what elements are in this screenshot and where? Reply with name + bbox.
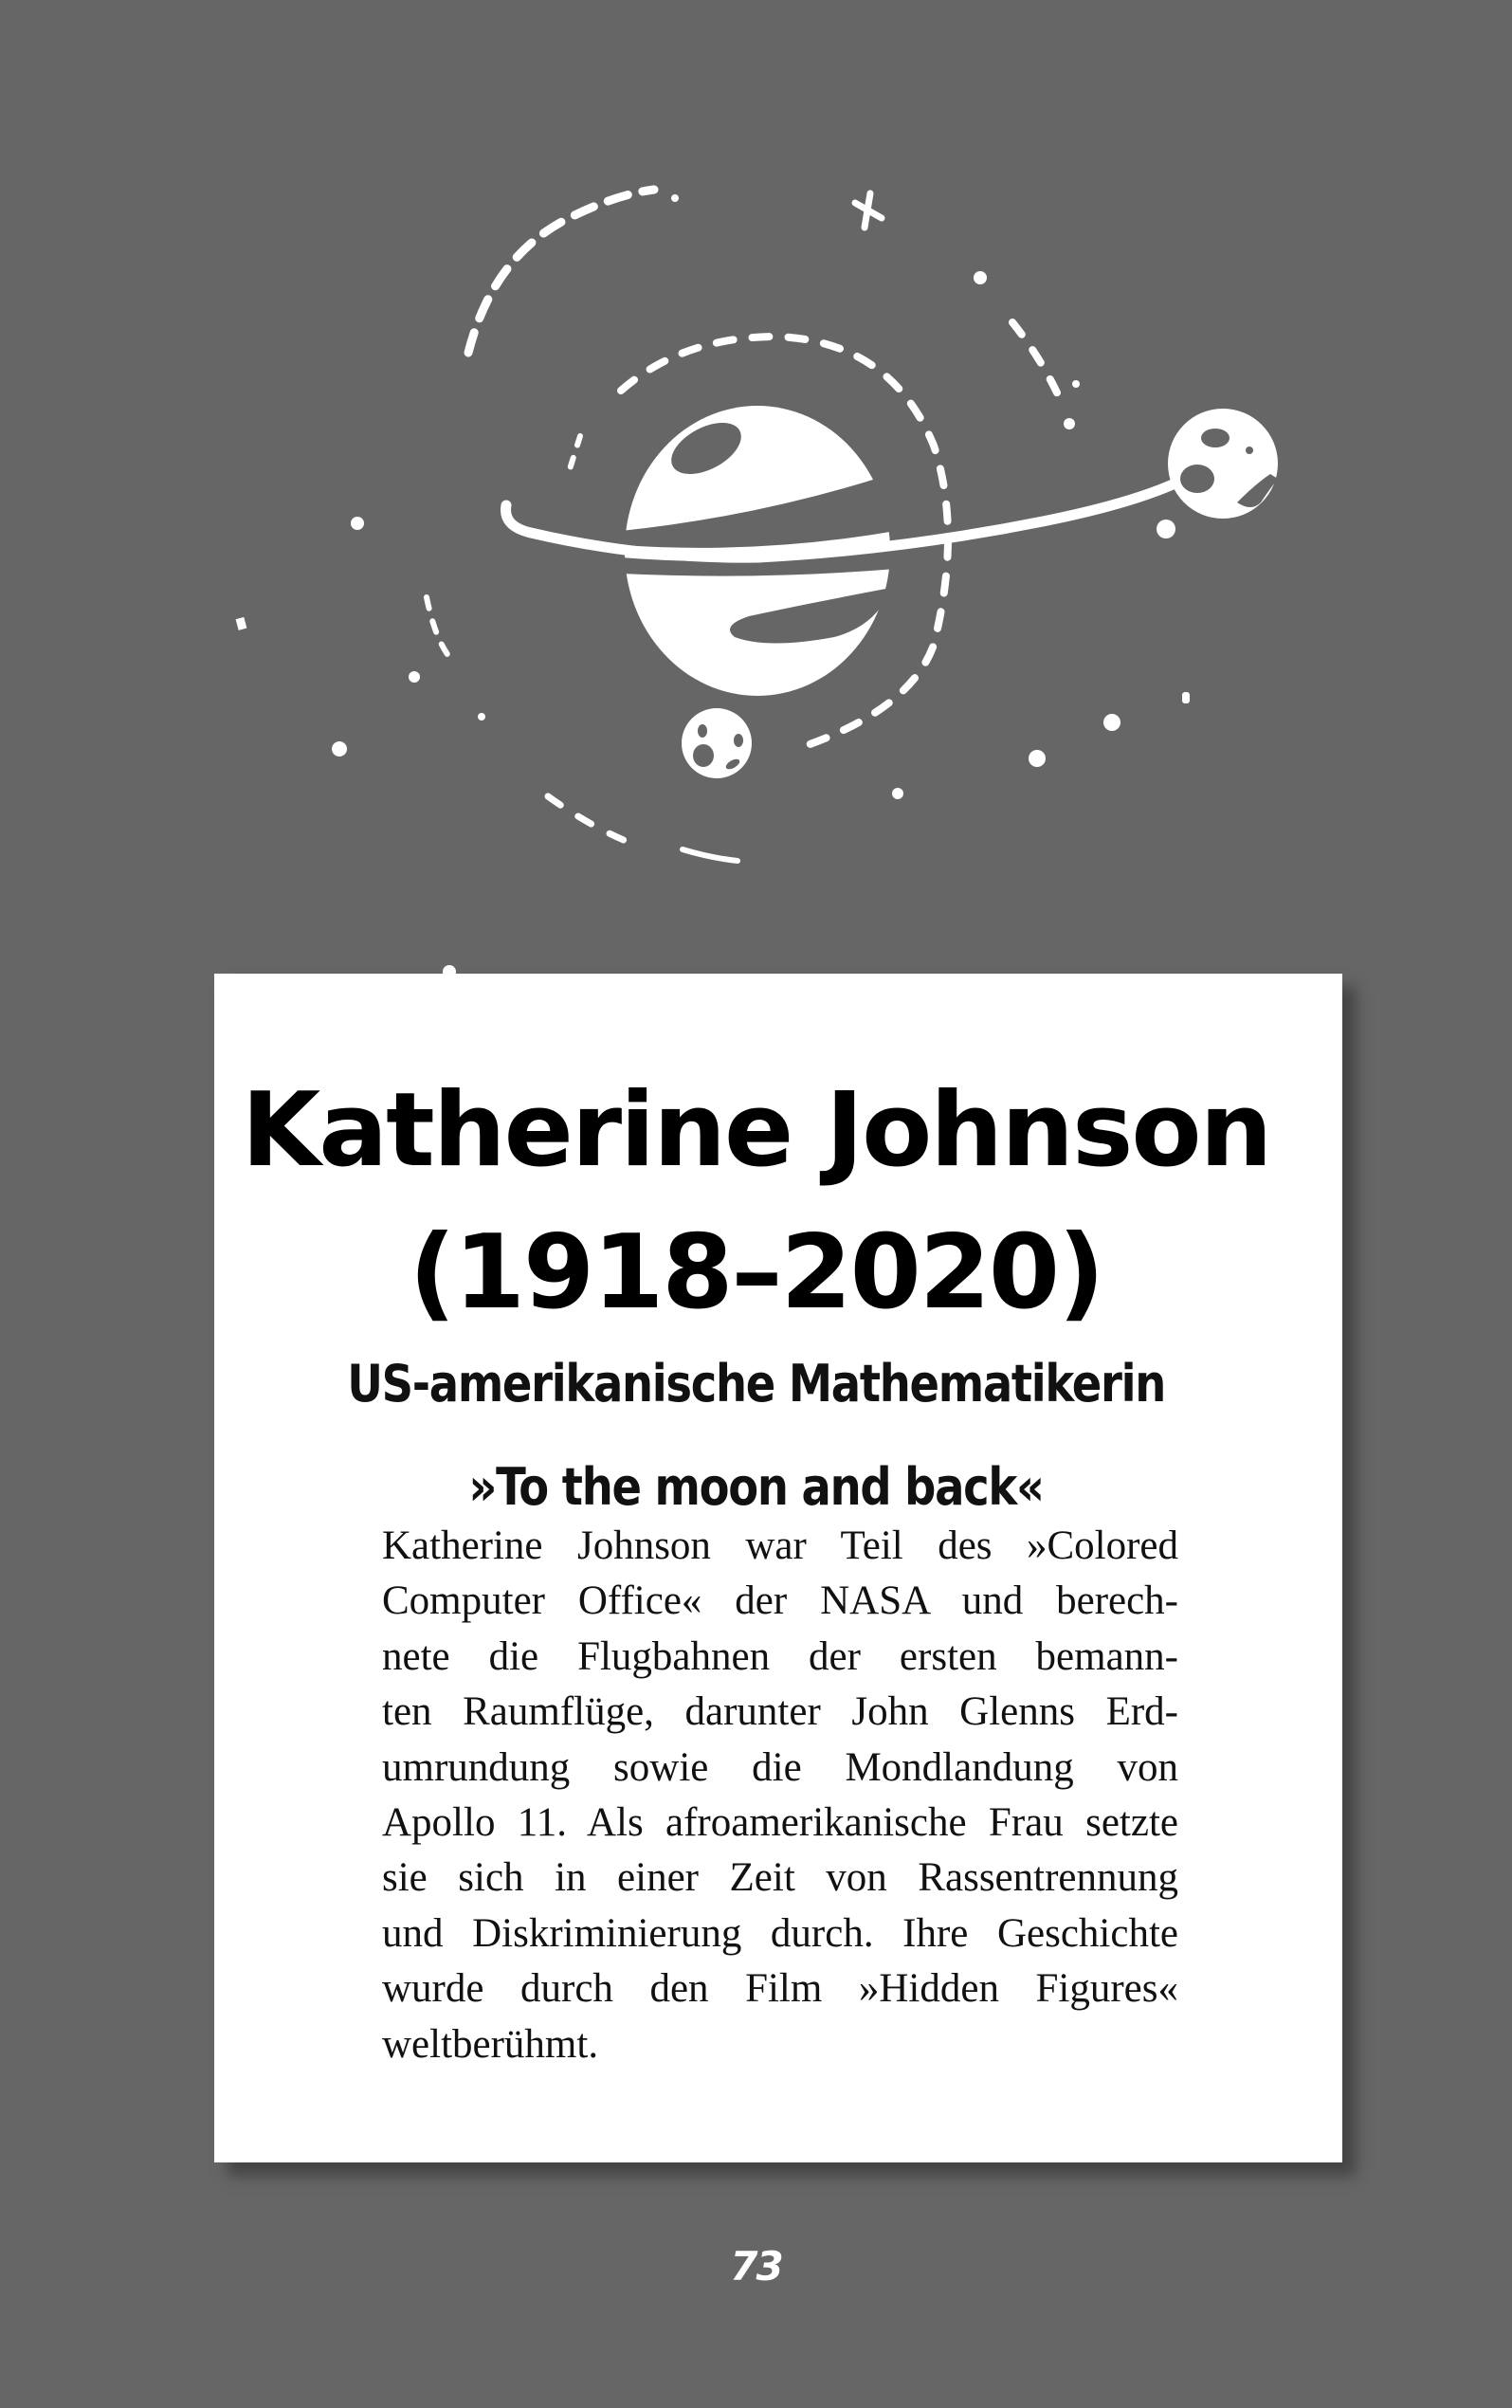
moon-right-icon (1168, 409, 1278, 519)
body-line: wurde durch den Film »Hidden Figures« (382, 1966, 1178, 2012)
body-line: Katherine Johnson war Teil des »Colored (382, 1523, 1178, 1568)
body-line: weltberühmt. (382, 2021, 599, 2067)
body-line: sie sich in einer Zeit von Rassentrennung (382, 1855, 1178, 1901)
subtitle-quote (0, 1445, 1512, 1530)
moon-small-icon (682, 708, 752, 778)
subtitle-profession-text: US-amerikanische Mathematikerin (347, 1354, 1165, 1414)
title-years: (1918–2020) (409, 1213, 1103, 1332)
body-line: nete die Flugbahnen der ersten bemann- (382, 1633, 1178, 1679)
outer-orbit-dashes (468, 190, 654, 353)
body-line: Computer Office« der NASA und berech- (382, 1578, 1178, 1624)
body-line: umrundung sowie die Mondlandung von (382, 1744, 1178, 1790)
subtitle-quote-text: »To the moon and back« (468, 1457, 1044, 1517)
page-number: 73 (730, 2243, 782, 2289)
title (0, 1060, 1512, 1344)
biography-text (382, 1519, 1178, 2072)
star-cross-icon (855, 193, 882, 228)
bottom-orbit-long (683, 849, 738, 861)
space-illustration (0, 0, 1512, 986)
bottom-orbit-dashes (548, 796, 626, 841)
subtitle-profession (0, 1341, 1512, 1427)
lower-orbit-dashes (427, 597, 455, 664)
body-line: Apollo 11. Als afroamerikanische Frau setzte (382, 1799, 1178, 1845)
inner-orbit-left-dashes (569, 436, 580, 472)
title-name: Katherine Johnson (241, 1071, 1271, 1190)
right-trail-dashes (1012, 322, 1062, 403)
body-line: und Diskriminierung durch. Ihre Geschichte (382, 1910, 1178, 1956)
body-line: ten Raumflüge, darunter John Glenns Erd- (382, 1689, 1178, 1735)
